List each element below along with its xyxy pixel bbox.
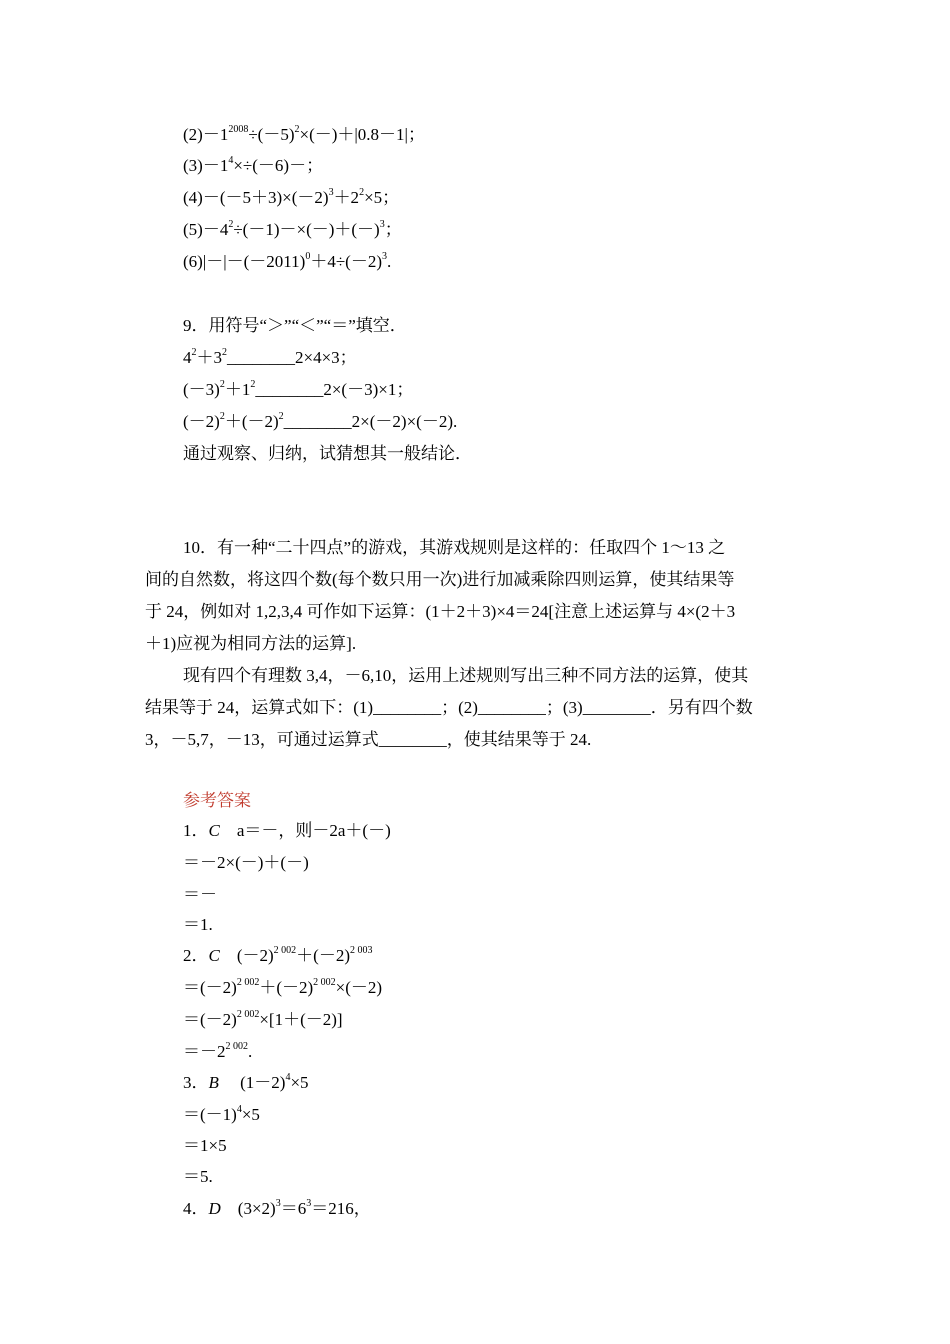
q10-line-4: ＋1)应视为相同方法的运算].	[145, 634, 357, 653]
answer-1-step-3: ＝－	[183, 885, 217, 904]
answer-3: 3．B $(1-2)^4\times 5$	[183, 1072, 309, 1092]
q8-part-2: $(2)-1^{2008}\div(-5)^2\times(-)+|0.8-1|$；	[183, 124, 425, 144]
q9-title: 9．用符号“＞”“＜”“＝”填空．	[183, 316, 407, 335]
answer-2-step-3: $=(-2)^{2 002}\times[1+(-2)]$	[183, 1009, 343, 1029]
answer-4: 4．D $(3\times 2)^3=6^3=216$，	[183, 1198, 371, 1218]
q8-part-6: $(6)|-|-(-2011)^0+4\div(-2)^3$.	[183, 251, 392, 271]
q10-line-7: 3，－5,7，－13，可通过运算式________，使其结果等于 24.	[145, 730, 592, 749]
answer-2: 2．C $(-2)^{2 002}+(-2)^{2 003}$	[183, 945, 373, 965]
q10-line-6: 结果等于 24，运算式如下：(1)________；(2)________；(3)________．另有四个数	[145, 698, 753, 717]
answer-1-step-2: ＝－2×(－)＋(－)	[183, 853, 309, 872]
answer-2-step-2: $=(-2)^{2 002}+(-2)^{2 002}\times(-2)$	[183, 977, 383, 997]
q8-part-3: $(3)-1^4\times\div(-6)-$；	[183, 155, 324, 175]
q9-row-2: $(-3)^2+1^2\_\_\_\_\_\_\_\_2\times(-3)\times 1$；	[183, 379, 414, 399]
answer-3-step-3: ＝1×5	[183, 1136, 227, 1155]
q10-line-1: 10．有一种“二十四点”的游戏，其游戏规则是这样的：任取四个 1～13 之	[183, 538, 726, 557]
answers-heading: 参考答案	[183, 791, 251, 810]
q10-line-3: 于 24，例如对 1,2,3,4 可作如下运算：(1＋2＋3)×4＝24[注意上述运算与 4×(2＋3	[145, 602, 736, 621]
answer-1: 1．C a＝－，则－2a＋(－)	[183, 821, 391, 840]
q9-row-3: $(-2)^2+(-2)^2\_\_\_\_\_\_\_\_2\times(-2)\times(-2)$.	[183, 411, 458, 431]
answer-3-step-4: ＝5.	[183, 1167, 213, 1186]
answer-1-step-4: ＝1.	[183, 915, 213, 934]
answer-2-step-4: $=-2^{2 002}$.	[183, 1041, 253, 1061]
q10-line-5: 现有四个有理数 3,4，－6,10，运用上述规则写出三种不同方法的运算，使其	[183, 666, 749, 685]
q9-conclusion: 通过观察、归纳，试猜想其一般结论．	[183, 444, 472, 463]
q10-line-2: 间的自然数，将这四个数(每个数只用一次)进行加减乘除四则运算，使其结果等	[145, 570, 735, 589]
answer-3-step-2: $=(-1)^4\times 5$	[183, 1104, 260, 1124]
q8-part-5: $(5)-4^2\div(-1)-\times(-)+(-)^3$；	[183, 219, 402, 239]
q9-row-1: $4^2+3^2\_\_\_\_\_\_\_\_2\times 4\times 3$；	[183, 347, 357, 367]
q8-part-4: $(4)-(-5+3)\times(-2)^3+2^2\times 5$；	[183, 187, 400, 207]
